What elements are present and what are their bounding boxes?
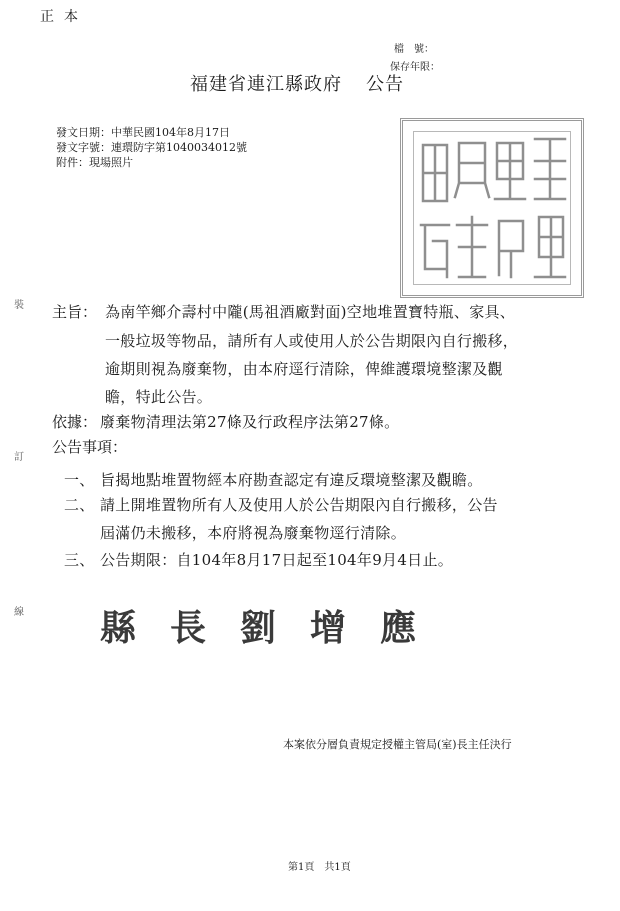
binding-mark-top: 裝 xyxy=(14,300,24,311)
item-marker: 一、 xyxy=(64,471,95,489)
issue-number: 發文字號：連環防字第1040034012號 xyxy=(56,141,247,154)
basis-label: 依據： xyxy=(52,413,98,431)
item-line: 公告期限：自104年8月17日起至104年9月4日止。 xyxy=(100,551,454,569)
attachment-line: 附件：現場照片 xyxy=(56,156,133,169)
official-seal xyxy=(400,118,584,298)
item-line: 旨揭地點堆置物經本府勘查認定有違反環境整潔及觀瞻。 xyxy=(100,471,483,489)
item-line: 請上開堆置物所有人及使用人於公告期限內自行搬移，公告 xyxy=(100,496,498,514)
retention-period-label: 保存年限： xyxy=(390,62,440,73)
item-marker: 二、 xyxy=(64,496,95,514)
copy-mark: 正本 xyxy=(40,9,88,25)
binding-mark-bottom: 線 xyxy=(14,607,24,618)
basis-text: 廢棄物清理法第27條及行政程序法第27條。 xyxy=(100,413,400,431)
issuing-agency: 福建省連江縣政府 xyxy=(190,74,342,95)
binding-mark-middle: 訂 xyxy=(14,452,24,463)
document-title xyxy=(190,70,404,96)
item-line: 屆滿仍未搬移，本府將視為廢棄物逕行清除。 xyxy=(100,524,407,542)
subject-line: 瞻，特此公告。 xyxy=(105,388,213,406)
subject-label: 主旨： xyxy=(52,303,98,321)
mayor-signature: 縣長劉增應 xyxy=(100,607,451,649)
item-marker: 三、 xyxy=(64,551,95,569)
seal-characters-graphic xyxy=(403,121,581,295)
issue-date: 發文日期：中華民國104年8月17日 xyxy=(56,126,230,139)
announcement-items-label: 公告事項： xyxy=(52,438,128,456)
delegation-note: 本案依分層負責規定授權主管局(室)長主任決行 xyxy=(283,738,512,751)
subject-line: 為南竿鄉介壽村中隴(馬祖酒廠對面)空地堆置寶特瓶、家具、 xyxy=(105,303,516,321)
subject-line: 逾期則視為廢棄物，由本府逕行清除，俾維護環境整潔及觀 xyxy=(105,360,503,378)
subject-line: 一般垃圾等物品，請所有人或使用人於公告期限內自行搬移， xyxy=(105,332,519,350)
page-number: 第1頁 共1頁 xyxy=(288,862,351,873)
archive-number-label: 檔 號： xyxy=(394,44,434,55)
document-type: 公告 xyxy=(366,74,404,95)
